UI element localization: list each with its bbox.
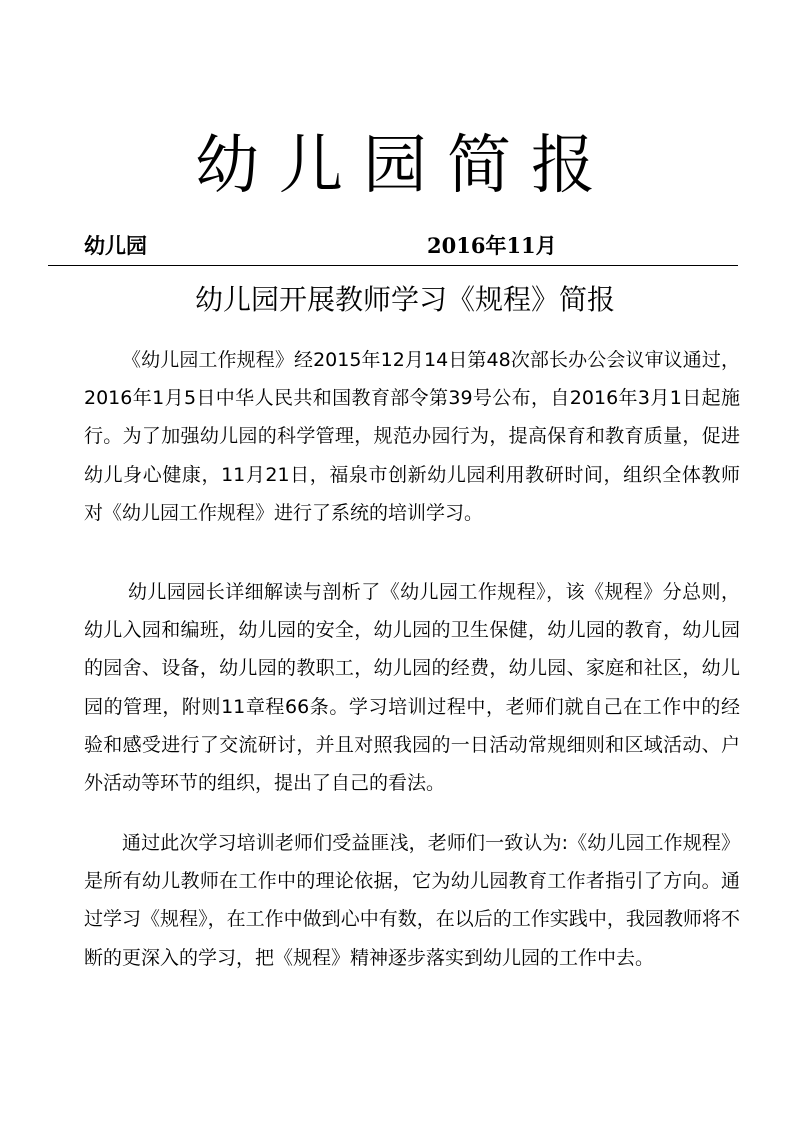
- paragraph-1: 《幼儿园工作规程》经2015年12月14日第48次部长办公会议审议通过，2016年1月5日中华人民共和国教育部令第39号公布，自2016年3月1日起施行。为了加强幼儿园的科学管理，规范办园行为，提高保育和教育质量，促进幼儿身心健康，11月21日，福泉市创新幼儿园利用教研时间，组织全体教师对《幼儿园工作规程》进行了系统的培训学习。: [84, 349, 740, 524]
- masthead-title: 幼儿园简报: [195, 129, 615, 203]
- issue-date: 2016年11月: [427, 233, 557, 258]
- issuer-name: 幼儿园: [84, 233, 147, 258]
- paragraph-2: 幼儿园园长详细解读与剖析了《幼儿园工作规程》，该《规程》分总则，幼儿入园和编班，幼儿园的安全，幼儿园的卫生保健，幼儿园的教育，幼儿园的园舍、设备，幼儿园的教职工，幼儿园的经费，幼儿园、家庭和社区，幼儿园的管理，附则11章程66条。学习培训过程中，老师们就自己在工作中的经验和感受进行了交流研讨，并且对照我园的一日活动常规细则和区域活动、户外活动等环节的组织，提出了自己的看法。: [84, 581, 740, 795]
- paragraph-3: 通过此次学习培训老师们受益匪浅，老师们一致认为:《幼儿园工作规程》是所有幼儿教师在工作中的理论依据，它为幼儿园教育工作者指引了方向。通过学习《规程》，在工作中做到心中有数，在以后的工作实践中，我园教师将不断的更深入的学习，把《规程》精神逐步落实到幼儿园的工作中去。: [84, 832, 740, 969]
- article-title: 幼儿园开展教师学习《规程》简报: [194, 283, 615, 316]
- header-divider: [48, 265, 738, 266]
